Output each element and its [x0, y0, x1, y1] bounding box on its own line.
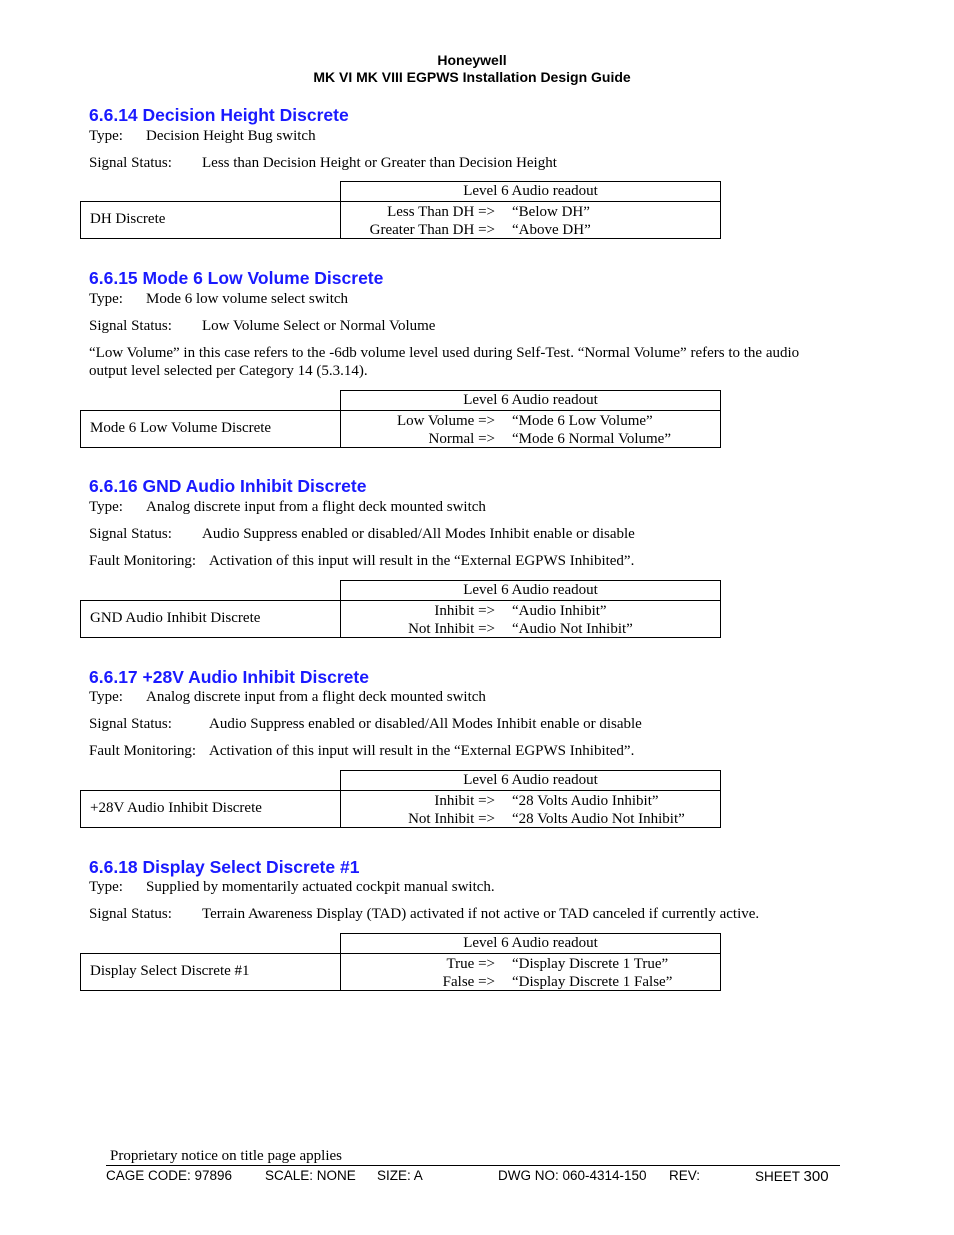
table-row [80, 410, 721, 448]
note-line: output level selected per Category 14 (5.3.14). [89, 363, 368, 379]
status-value: Terrain Awareness Display (TAD) activated if not active or TAD canceled if currently active. [202, 906, 760, 922]
note-line: “Low Volume” in this case refers to the -6db volume level used during Self-Test. “Normal Volume” refers to the audio [89, 345, 800, 361]
condition: Less Than DH => [387, 204, 495, 220]
fault-value: Activation of this input will result in the “External EGPWS Inhibited”. [209, 553, 635, 569]
audio-readout: “Audio Not Inhibit” [512, 621, 633, 637]
discrete-label: GND Audio Inhibit Discrete [90, 610, 261, 626]
type-label: Type: [89, 879, 123, 895]
table-header: Level 6 Audio readout [340, 181, 721, 201]
table-row [80, 790, 721, 828]
condition: Greater Than DH => [369, 222, 495, 238]
type-label: Type: [89, 291, 123, 307]
discrete-label: Display Select Discrete #1 [90, 963, 250, 979]
audio-readout: “Display Discrete 1 True” [512, 956, 669, 972]
sheet-label-text: SHEET [755, 1169, 800, 1184]
status-label: Signal Status: [89, 526, 172, 542]
section-heading: 6.6.15 Mode 6 Low Volume Discrete [89, 268, 384, 288]
footer-rule [106, 1165, 840, 1166]
condition: Not Inhibit => [408, 621, 495, 637]
table-row [80, 600, 721, 638]
condition: Low Volume => [396, 413, 495, 429]
condition: False => [442, 974, 495, 990]
status-value: Less than Decision Height or Greater than Decision Height [202, 155, 557, 171]
discrete-label: Mode 6 Low Volume Discrete [90, 420, 272, 436]
sheet-label [755, 1168, 829, 1185]
size: SIZE: A [377, 1168, 423, 1183]
condition: Not Inhibit => [408, 811, 495, 827]
condition: Normal => [428, 431, 495, 447]
status-label: Signal Status: [89, 155, 172, 171]
audio-readout: “Display Discrete 1 False” [512, 974, 673, 990]
table-header: Level 6 Audio readout [340, 933, 721, 953]
column-divider [340, 601, 341, 637]
drawing-number: DWG NO: 060-4314-150 [498, 1168, 647, 1183]
audio-readout-table [80, 181, 722, 241]
audio-readout: “Audio Inhibit” [512, 603, 607, 619]
column-divider [340, 202, 341, 238]
condition: True => [446, 956, 495, 972]
type-value: Analog discrete input from a flight deck mounted switch [146, 689, 486, 705]
column-divider [340, 411, 341, 447]
discrete-label: +28V Audio Inhibit Discrete [90, 800, 262, 816]
type-value: Supplied by momentarily actuated cockpit manual switch. [146, 879, 495, 895]
section-heading: 6.6.17 +28V Audio Inhibit Discrete [89, 667, 369, 687]
proprietary-notice: Proprietary notice on title page applies [110, 1148, 343, 1164]
header-company: Honeywell [437, 52, 507, 68]
type-label: Type: [89, 128, 123, 144]
audio-readout-table [80, 933, 722, 993]
audio-readout: “Below DH” [512, 204, 590, 220]
condition: Inhibit => [434, 603, 495, 619]
audio-readout: “Above DH” [512, 222, 591, 238]
section-heading: 6.6.16 GND Audio Inhibit Discrete [89, 476, 367, 496]
audio-readout-table [80, 770, 722, 830]
audio-readout: “Mode 6 Low Volume” [512, 413, 653, 429]
column-divider [340, 791, 341, 827]
type-label: Type: [89, 499, 123, 515]
audio-readout: “Mode 6 Normal Volume” [512, 431, 672, 447]
audio-readout-table [80, 390, 722, 450]
status-label: Signal Status: [89, 716, 172, 732]
fault-label: Fault Monitoring: [89, 743, 197, 759]
table-header: Level 6 Audio readout [340, 770, 721, 790]
audio-readout-table [80, 580, 722, 640]
table-header: Level 6 Audio readout [340, 390, 721, 410]
condition: Inhibit => [434, 793, 495, 809]
table-row [80, 953, 721, 991]
sheet-number: 300 [803, 1168, 829, 1185]
column-divider [340, 954, 341, 990]
status-label: Signal Status: [89, 906, 172, 922]
type-label: Type: [89, 689, 123, 705]
type-value: Analog discrete input from a flight deck mounted switch [146, 499, 486, 515]
type-value: Mode 6 low volume select switch [146, 291, 349, 307]
cage-code: CAGE CODE: 97896 [106, 1168, 233, 1183]
revision: REV: [669, 1168, 701, 1183]
table-row [80, 201, 721, 239]
section-heading: 6.6.14 Decision Height Discrete [89, 105, 349, 125]
fault-value: Activation of this input will result in the “External EGPWS Inhibited”. [209, 743, 635, 759]
table-header: Level 6 Audio readout [340, 580, 721, 600]
section-heading: 6.6.18 Display Select Discrete #1 [89, 857, 360, 877]
audio-readout: “28 Volts Audio Not Inhibit” [512, 811, 685, 827]
status-value: Audio Suppress enabled or disabled/All Modes Inhibit enable or disable [202, 526, 635, 542]
audio-readout: “28 Volts Audio Inhibit” [512, 793, 659, 809]
fault-label: Fault Monitoring: [89, 553, 197, 569]
status-value: Audio Suppress enabled or disabled/All Modes Inhibit enable or disable [209, 716, 642, 732]
status-value: Low Volume Select or Normal Volume [202, 318, 436, 334]
discrete-label: DH Discrete [90, 211, 166, 227]
header-title: MK VI MK VIII EGPWS Installation Design Guide [313, 69, 631, 85]
type-value: Decision Height Bug switch [146, 128, 316, 144]
status-label: Signal Status: [89, 318, 172, 334]
scale: SCALE: NONE [265, 1168, 356, 1183]
